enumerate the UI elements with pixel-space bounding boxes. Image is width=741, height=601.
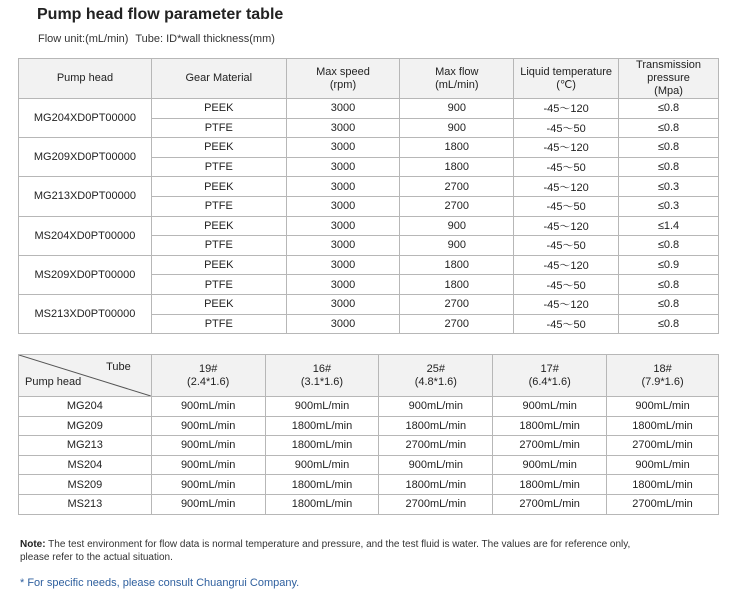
gear-material-cell: PEEK	[151, 255, 286, 275]
tube-size: (4.8*1.6)	[414, 375, 457, 388]
flow-value-cell: 900mL/min	[151, 436, 265, 456]
max-flow-cell: 2700	[400, 177, 514, 197]
tube-header-cell	[379, 355, 493, 397]
flow-value-cell: 900mL/min	[493, 455, 607, 475]
header-transmission-pressure-unit: (Mpa)	[654, 85, 683, 97]
flow-value-cell: 900mL/min	[151, 416, 265, 436]
max-speed-cell: 3000	[286, 177, 400, 197]
liquid-temperature-cell: -45～120	[514, 255, 619, 275]
max-speed-cell: 3000	[286, 138, 400, 158]
transmission-pressure-cell: ≤0.8	[619, 314, 719, 334]
flow-value-cell: 1800mL/min	[493, 416, 607, 436]
max-speed-cell: 3000	[286, 236, 400, 256]
max-flow-cell: 2700	[400, 196, 514, 216]
max-flow-cell: 900	[400, 99, 514, 119]
page-title: Pump head flow parameter table	[37, 6, 284, 23]
flow-value-cell: 2700mL/min	[379, 494, 493, 514]
flow-value-cell: 900mL/min	[379, 397, 493, 417]
tube-code: 25#	[426, 362, 445, 375]
table-row	[19, 494, 719, 514]
header-max-flow-label: Max flow	[435, 65, 479, 78]
transmission-pressure-cell: ≤0.9	[619, 255, 719, 275]
liquid-temperature-cell: -45～50	[514, 157, 619, 177]
liquid-temperature-cell: -45～120	[514, 99, 619, 119]
flow-value-cell: 900mL/min	[265, 397, 379, 417]
gear-material-cell: PEEK	[151, 294, 286, 314]
liquid-temperature-cell: -45～50	[514, 236, 619, 256]
note-text	[20, 538, 660, 564]
header-gear-material: Gear Material	[151, 59, 286, 99]
pump-head-model-cell: MG204XD0PT00000	[19, 99, 152, 138]
max-speed-cell: 3000	[286, 196, 400, 216]
tube-size: (2.4*1.6)	[187, 375, 230, 388]
tube-header-cell	[151, 355, 265, 397]
transmission-pressure-cell: ≤0.3	[619, 177, 719, 197]
table-row	[19, 397, 719, 417]
pump-head-model-cell: MG213XD0PT00000	[19, 177, 152, 216]
header-liquid-temperature-unit: (℃)	[556, 78, 576, 91]
flow-value-cell: 2700mL/min	[493, 436, 607, 456]
flow-value-cell: 2700mL/min	[379, 436, 493, 456]
flow-value-cell: 1800mL/min	[379, 416, 493, 436]
transmission-pressure-cell: ≤0.8	[619, 118, 719, 138]
max-speed-cell: 3000	[286, 294, 400, 314]
consult-text: * For specific needs, please consult Chuangrui Company.	[20, 577, 300, 589]
gear-material-cell: PTFE	[151, 118, 286, 138]
liquid-temperature-cell: -45～120	[514, 177, 619, 197]
max-speed-cell: 3000	[286, 157, 400, 177]
gear-material-cell: PTFE	[151, 314, 286, 334]
transmission-pressure-cell: ≤0.8	[619, 157, 719, 177]
max-flow-cell: 1800	[400, 275, 514, 295]
flow-value-cell: 900mL/min	[379, 455, 493, 475]
flow-value-cell: 2700mL/min	[607, 494, 719, 514]
tube-size: (3.1*1.6)	[300, 375, 344, 388]
note-body: The test environment for flow data is normal temperature and pressure, and the test fluid is water. The values are for reference only, please refer to the actual situation.	[20, 539, 631, 563]
tube-size: (7.9*1.6)	[641, 375, 684, 388]
pump-head-cell: MG209	[19, 416, 152, 436]
transmission-pressure-cell: ≤0.3	[619, 196, 719, 216]
transmission-pressure-cell: ≤1.4	[619, 216, 719, 236]
pump-head-model-cell: MS213XD0PT00000	[19, 294, 152, 333]
liquid-temperature-cell: -45～50	[514, 118, 619, 138]
table-row	[19, 138, 719, 158]
flow-value-cell: 900mL/min	[151, 397, 265, 417]
max-flow-cell: 1800	[400, 138, 514, 158]
max-speed-cell: 3000	[286, 275, 400, 295]
table-row	[19, 455, 719, 475]
tube-header-cell	[265, 355, 379, 397]
gear-material-cell: PEEK	[151, 177, 286, 197]
flow-value-cell: 1800mL/min	[379, 475, 493, 495]
pump-head-model-cell: MS209XD0PT00000	[19, 255, 152, 294]
flow-value-cell: 1800mL/min	[265, 416, 379, 436]
max-speed-cell: 3000	[286, 255, 400, 275]
max-flow-cell: 900	[400, 118, 514, 138]
header-transmission-pressure-label: Transmission pressure	[636, 59, 702, 84]
flow-value-cell: 900mL/min	[151, 455, 265, 475]
table-row	[19, 216, 719, 236]
flow-value-cell: 1800mL/min	[607, 475, 719, 495]
flow-value-cell: 1800mL/min	[265, 494, 379, 514]
units-line	[38, 33, 279, 45]
flow-value-cell: 900mL/min	[493, 397, 607, 417]
tube-flow-table	[18, 354, 719, 515]
header-max-speed-unit: (rpm)	[329, 78, 357, 91]
header-max-speed	[286, 59, 400, 99]
flow-value-cell: 900mL/min	[607, 455, 719, 475]
pump-head-model-cell: MG209XD0PT00000	[19, 138, 152, 177]
tube-header-cell	[493, 355, 607, 397]
pump-head-cell: MS204	[19, 455, 152, 475]
flow-value-cell: 900mL/min	[151, 494, 265, 514]
flow-value-cell: 1800mL/min	[265, 475, 379, 495]
max-flow-cell: 2700	[400, 314, 514, 334]
liquid-temperature-cell: -45～50	[514, 275, 619, 295]
transmission-pressure-cell: ≤0.8	[619, 236, 719, 256]
corner-label-tube: Tube	[106, 361, 131, 373]
liquid-temperature-cell: -45～50	[514, 314, 619, 334]
flow-value-cell: 1800mL/min	[493, 475, 607, 495]
transmission-pressure-cell: ≤0.8	[619, 294, 719, 314]
gear-material-cell: PTFE	[151, 275, 286, 295]
table-row	[19, 255, 719, 275]
flow-value-cell: 1800mL/min	[607, 416, 719, 436]
liquid-temperature-cell: -45～120	[514, 216, 619, 236]
flow-value-cell: 900mL/min	[265, 455, 379, 475]
header-max-flow	[400, 59, 514, 99]
tube-code: 19#	[198, 362, 218, 375]
header-max-flow-unit: (mL/min)	[435, 78, 479, 91]
tube-unit-label: Tube: ID*wall thickness(mm)	[135, 33, 275, 45]
corner-header-cell	[19, 355, 152, 397]
pump-head-cell: MS213	[19, 494, 152, 514]
pump-head-cell: MS209	[19, 475, 152, 495]
flow-value-cell: 2700mL/min	[607, 436, 719, 456]
table-header-row	[19, 59, 719, 99]
max-flow-cell: 2700	[400, 294, 514, 314]
tube-code: 16#	[312, 362, 332, 375]
gear-material-cell: PEEK	[151, 216, 286, 236]
tube-code: 17#	[540, 362, 559, 375]
max-speed-cell: 3000	[286, 99, 400, 119]
gear-material-cell: PTFE	[151, 157, 286, 177]
gear-material-cell: PTFE	[151, 236, 286, 256]
header-max-speed-label: Max speed	[316, 65, 370, 78]
tube-header-cell	[607, 355, 719, 397]
pump-head-cell: MG204	[19, 397, 152, 417]
note-label: Note:	[20, 539, 46, 550]
header-liquid-temperature-label: Liquid temperature	[520, 65, 612, 78]
table-header-row	[19, 355, 719, 397]
transmission-pressure-cell: ≤0.8	[619, 275, 719, 295]
max-flow-cell: 900	[400, 236, 514, 256]
table-row	[19, 436, 719, 456]
table-row	[19, 99, 719, 119]
flow-value-cell: 1800mL/min	[265, 436, 379, 456]
max-speed-cell: 3000	[286, 118, 400, 138]
max-speed-cell: 3000	[286, 314, 400, 334]
pump-head-cell: MG213	[19, 436, 152, 456]
header-pump-head: Pump head	[19, 59, 152, 99]
max-flow-cell: 900	[400, 216, 514, 236]
corner-label-pump-head: Pump head	[25, 376, 82, 388]
gear-material-cell: PEEK	[151, 138, 286, 158]
table-row	[19, 475, 719, 495]
table-row	[19, 416, 719, 436]
gear-material-cell: PEEK	[151, 99, 286, 119]
liquid-temperature-cell: -45～50	[514, 196, 619, 216]
flow-value-cell: 900mL/min	[151, 475, 265, 495]
flow-value-cell: 900mL/min	[607, 397, 719, 417]
header-transmission-pressure	[619, 59, 719, 99]
tube-size: (6.4*1.6)	[528, 375, 571, 388]
gear-material-cell: PTFE	[151, 196, 286, 216]
header-liquid-temperature	[514, 59, 619, 99]
table-row	[19, 294, 719, 314]
flow-unit-label: Flow unit:(mL/min)	[38, 33, 129, 45]
max-speed-cell: 3000	[286, 216, 400, 236]
transmission-pressure-cell: ≤0.8	[619, 138, 719, 158]
max-flow-cell: 1800	[400, 157, 514, 177]
table-row	[19, 177, 719, 197]
tube-code: 18#	[653, 362, 672, 375]
pump-head-model-cell: MS204XD0PT00000	[19, 216, 152, 255]
max-flow-cell: 1800	[400, 255, 514, 275]
flow-value-cell: 2700mL/min	[493, 494, 607, 514]
liquid-temperature-cell: -45～120	[514, 138, 619, 158]
liquid-temperature-cell: -45～120	[514, 294, 619, 314]
transmission-pressure-cell: ≤0.8	[619, 99, 719, 119]
flow-parameter-table	[18, 58, 719, 334]
